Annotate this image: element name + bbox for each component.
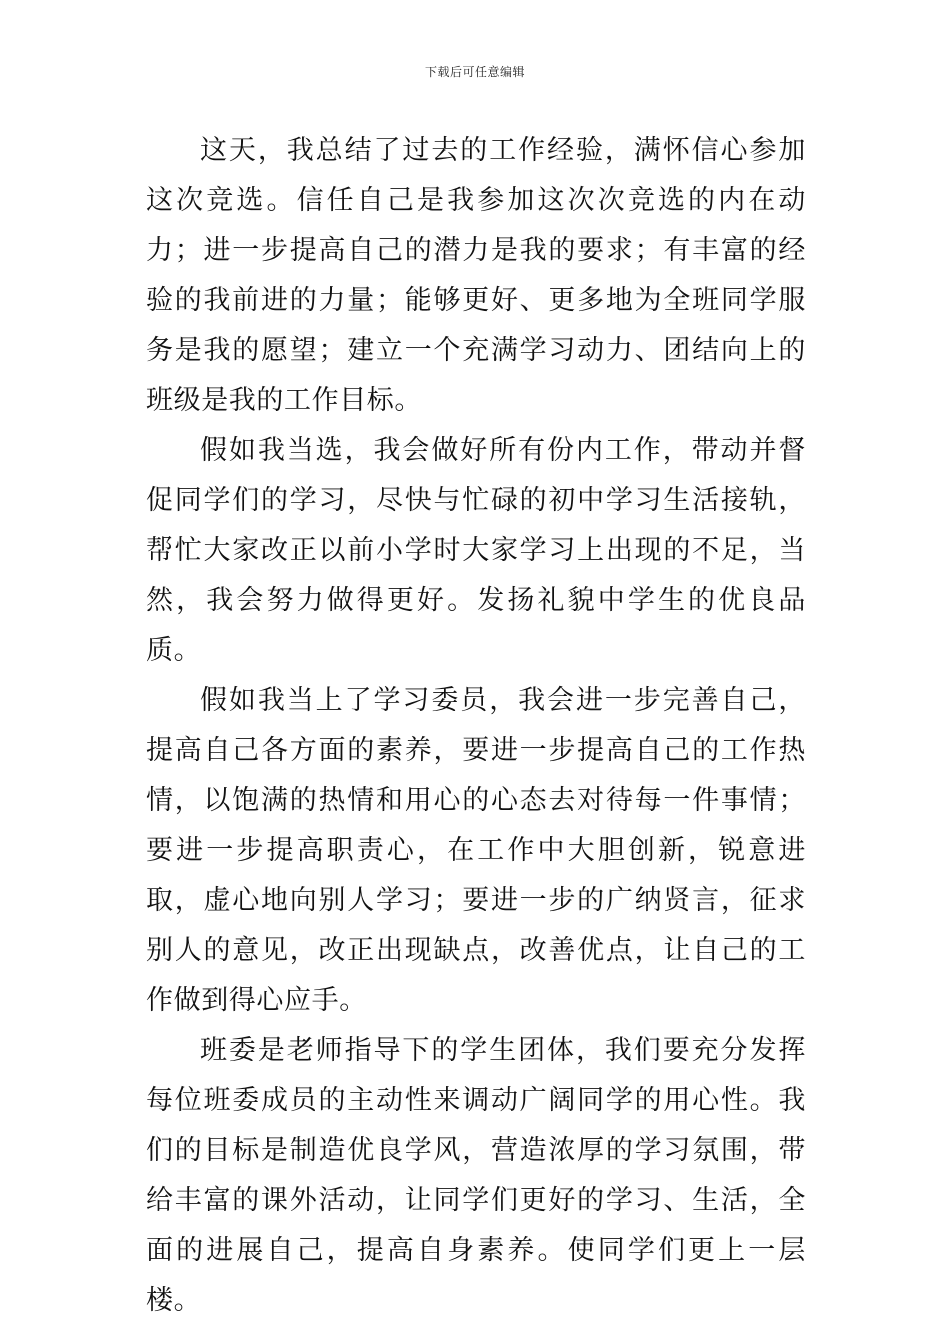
paragraph-4: 班委是老师指导下的学生团体，我们要充分发挥每位班委成员的主动性来调动广阔同学的用心性。我们的目标是制造优良学风，营造浓厚的学习氛围，带给丰富的课外活动，让同学们更好的学习、生活，全面的进展自己，提高自身素养。使同学们更上一层楼。 [146, 1035, 806, 1316]
paragraph-1: 这天，我总结了过去的工作经验，满怀信心参加这次竞选。信任自己是我参加这次次竞选的内在动力；进一步提高自己的潜力是我的要求；有丰富的经验的我前进的力量；能够更好、更多地为全班同学服务是我的愿望；建立一个充满学习动力、团结向上的班级是我的工作目标。 [146, 135, 806, 416]
page-header: 下载后可任意编辑 [424, 65, 525, 79]
paragraph-3: 假如我当上了学习委员，我会进一步完善自己，提高自己各方面的素养，要进一步提高自己的工作热情，以饱满的热情和用心的心态去对待每一件事情；要进一步提高职责心，在工作中大胆创新，锐意进取，虚心地向别人学习；要进一步的广纳贤言，征求别人的意见，改正出现缺点，改善优点，让自己的工作做到得心应手。 [146, 685, 806, 1016]
paragraph-2: 假如我当选，我会做好所有份内工作，带动并督促同学们的学习，尽快与忙碌的初中学习生活接轨，帮忙大家改正以前小学时大家学习上出现的不足，当然，我会努力做得更好。发扬礼貌中学生的优良品质。 [146, 435, 806, 666]
document-body [146, 126, 806, 1326]
